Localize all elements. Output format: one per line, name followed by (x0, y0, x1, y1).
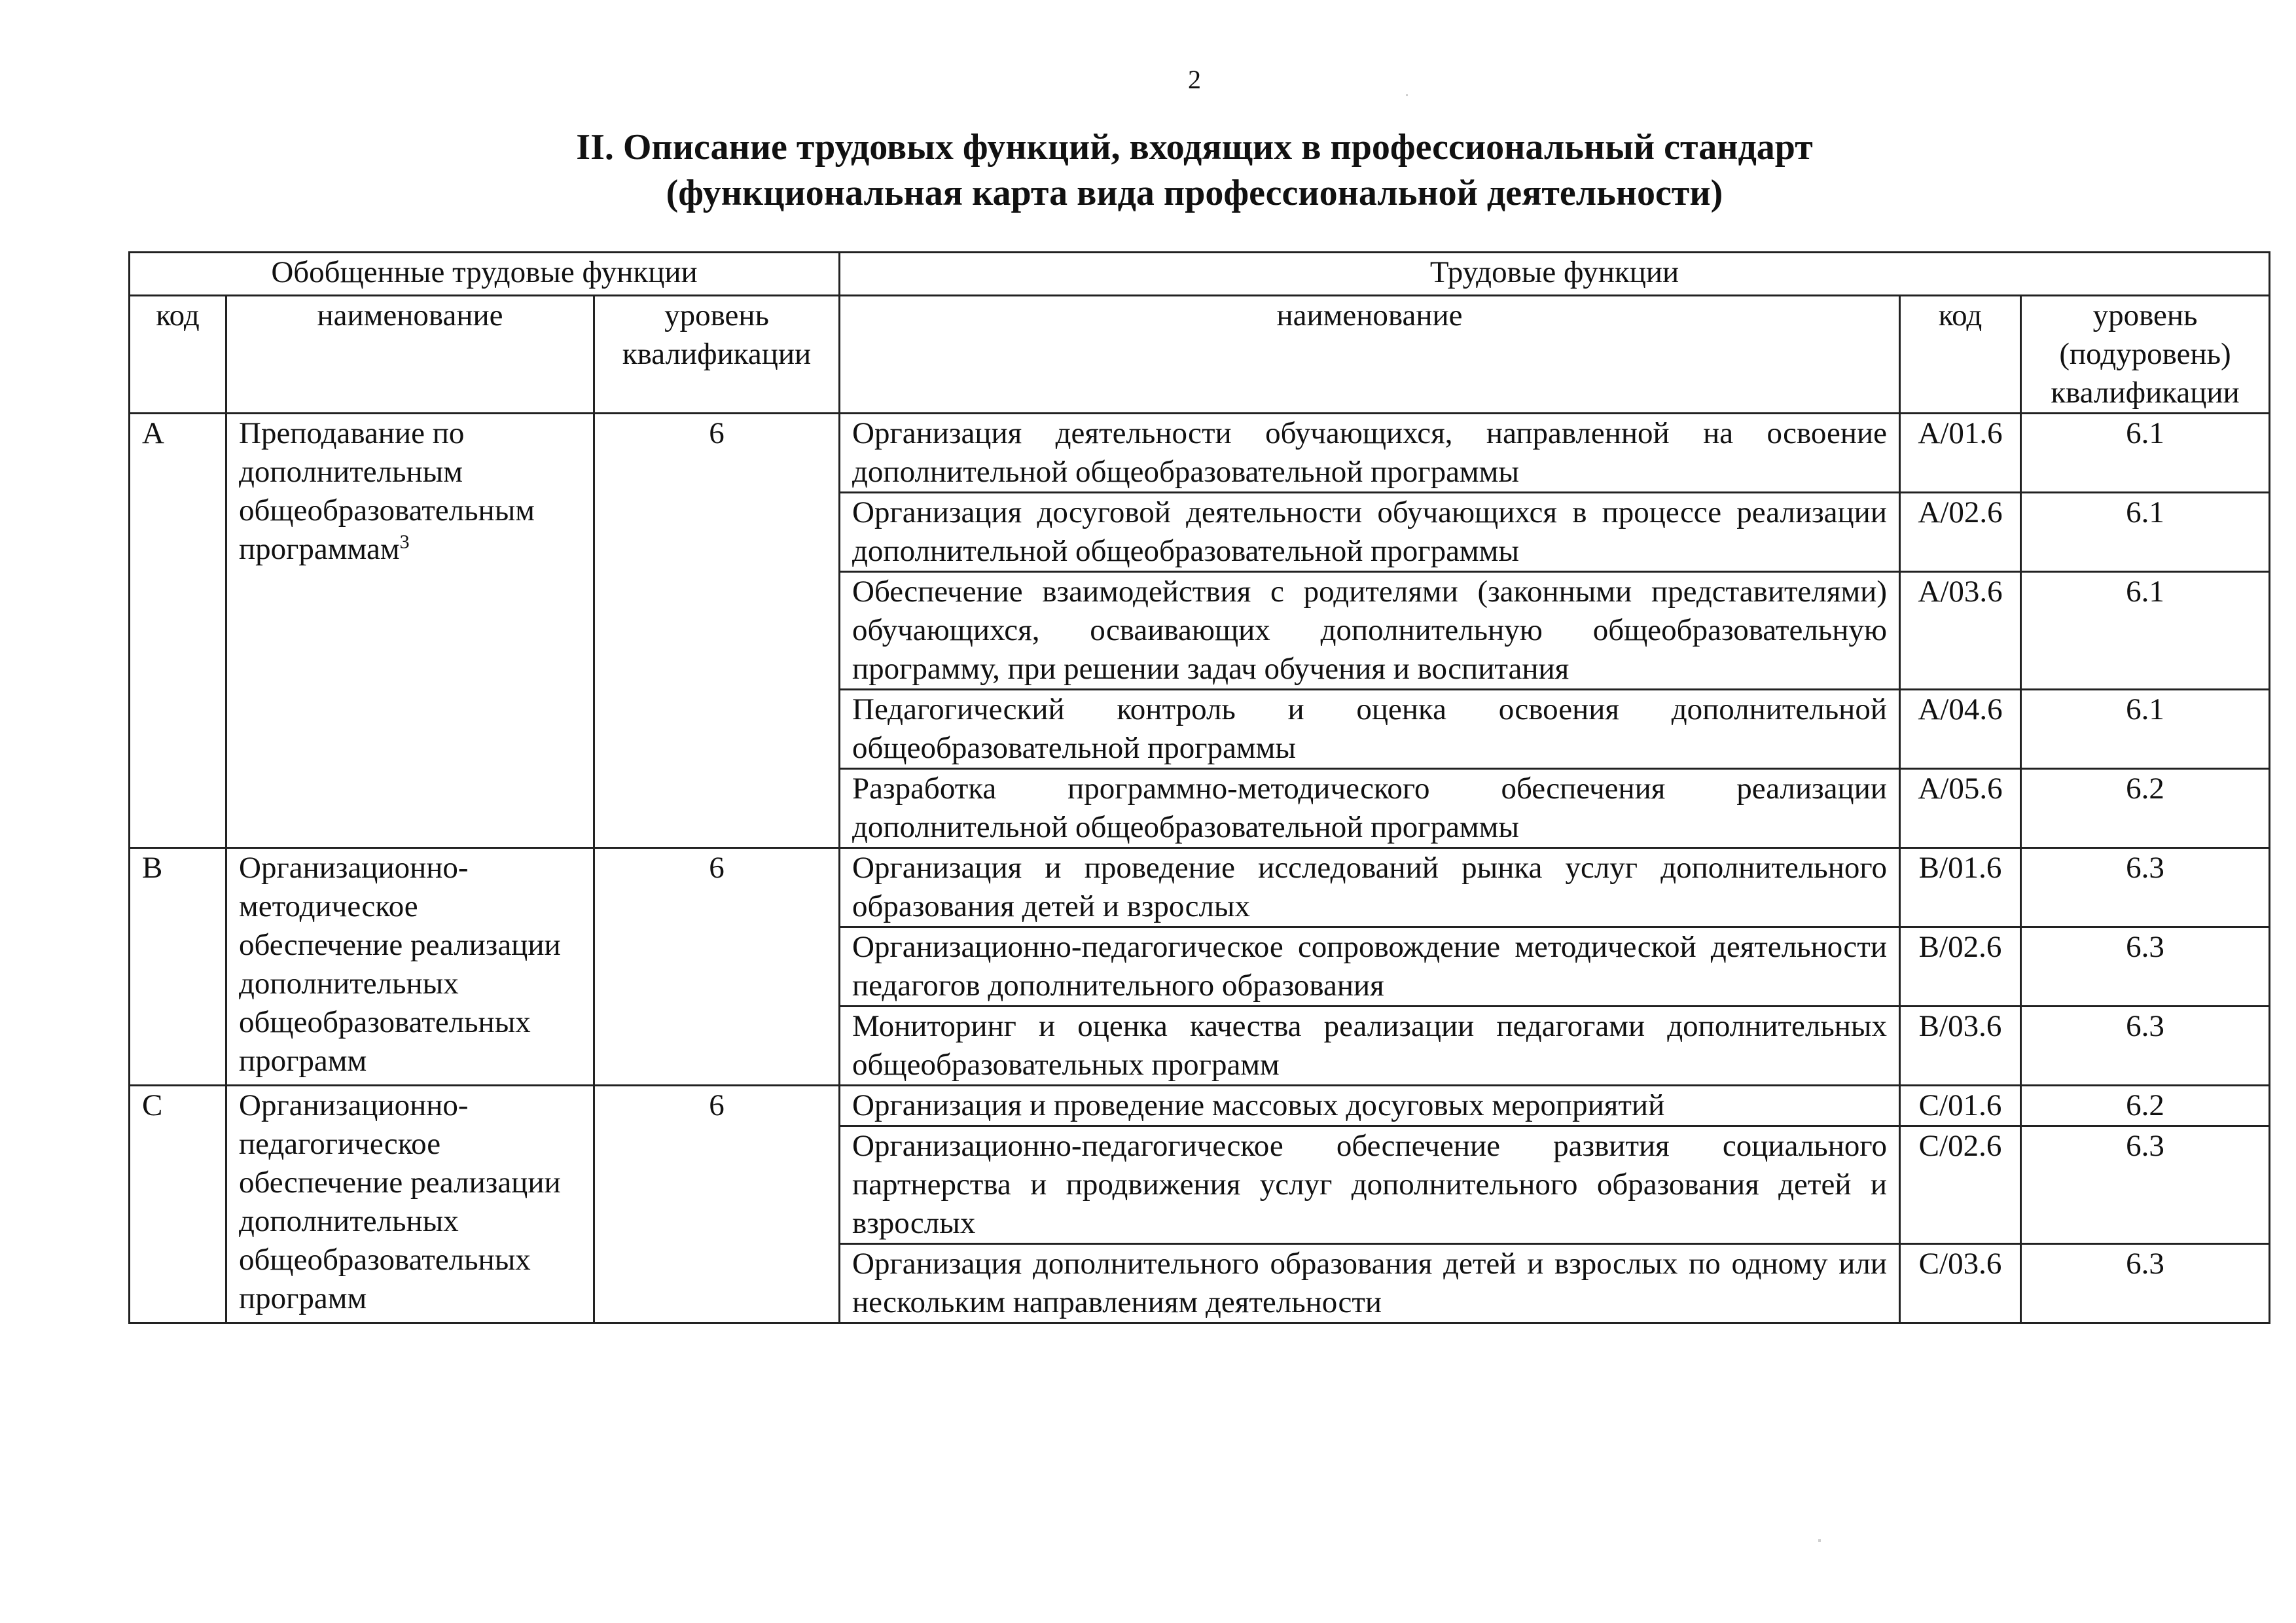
gtf-code: B (130, 848, 226, 1086)
tf-name: Организация досуговой деятельности обучающихся в процессе реализации дополнительной общеобразовательной программы (840, 493, 1900, 572)
section-title-line-1: II. Описание трудовых функций, входящих в профессиональный стандарт (576, 127, 1813, 168)
table-row (130, 1086, 2270, 1126)
tf-name: Организационно-педагогическое сопровождение методической деятельности педагогов дополнительного образования (840, 927, 1900, 1007)
gtf-name-text: Преподавание по дополнительным общеобразовательным программам (239, 416, 535, 566)
scan-mark (1406, 94, 1408, 96)
tf-level: 6.2 (2021, 769, 2270, 848)
tf-code: C/01.6 (1900, 1086, 2021, 1126)
header-level: уровень квалификации (594, 296, 840, 414)
tf-name: Организация и проведение массовых досуговых мероприятий (840, 1086, 1900, 1126)
header-generalized-functions: Обобщенные трудовые функции (130, 253, 840, 296)
gtf-name-text: Организационно-педагогическое обеспечение реализации дополнительных общеобразовательных программ (239, 1088, 561, 1315)
tf-name: Организация деятельности обучающихся, направленной на освоение дополнительной общеобразовательной программы (840, 414, 1900, 493)
header-row-2 (130, 296, 2270, 414)
gtf-level: 6 (594, 414, 840, 848)
tf-level: 6.1 (2021, 690, 2270, 769)
gtf-level: 6 (594, 848, 840, 1086)
gtf-name (226, 848, 594, 1086)
tf-level: 6.3 (2021, 927, 2270, 1007)
section-title-line-2: (функциональная карта вида профессиональной деятельности) (666, 173, 1723, 213)
section-title (0, 124, 2296, 216)
footnote-marker: 3 (399, 531, 410, 553)
tf-name: Педагогический контроль и оценка освоения дополнительной общеобразовательной программы (840, 690, 1900, 769)
tf-code: B/03.6 (1900, 1007, 2021, 1086)
header-labor-functions: Трудовые функции (840, 253, 2270, 296)
tf-code: B/01.6 (1900, 848, 2021, 927)
tf-name: Организация и проведение исследований рынка услуг дополнительного образования детей и взрослых (840, 848, 1900, 927)
tf-code: A/01.6 (1900, 414, 2021, 493)
header-code: код (130, 296, 226, 414)
tf-code: B/02.6 (1900, 927, 2021, 1007)
tf-name: Мониторинг и оценка качества реализации педагогами дополнительных общеобразовательных программ (840, 1007, 1900, 1086)
scan-mark (1818, 1539, 1821, 1542)
tf-code: C/02.6 (1900, 1126, 2021, 1244)
header-function-code: код (1900, 296, 2021, 414)
header-row-1 (130, 253, 2270, 296)
header-function-level: уровень (подуровень) квалификации (2021, 296, 2270, 414)
header-function-name: наименование (840, 296, 1900, 414)
tf-level: 6.3 (2021, 848, 2270, 927)
gtf-name (226, 1086, 594, 1323)
tf-level: 6.3 (2021, 1244, 2270, 1323)
tf-name: Разработка программно-методического обеспечения реализации дополнительной общеобразовательной программы (840, 769, 1900, 848)
tf-level: 6.1 (2021, 493, 2270, 572)
gtf-level: 6 (594, 1086, 840, 1323)
table-row (130, 414, 2270, 493)
tf-code: A/03.6 (1900, 572, 2021, 690)
tf-level: 6.3 (2021, 1007, 2270, 1086)
gtf-code: A (130, 414, 226, 848)
tf-code: A/05.6 (1900, 769, 2021, 848)
tf-level: 6.1 (2021, 572, 2270, 690)
tf-level: 6.3 (2021, 1126, 2270, 1244)
tf-name: Организация дополнительного образования детей и взрослых по одному или нескольким направлениям деятельности (840, 1244, 1900, 1323)
page-number: 2 (1188, 65, 1201, 94)
tf-code: C/03.6 (1900, 1244, 2021, 1323)
header-name: наименование (226, 296, 594, 414)
table-row (130, 848, 2270, 927)
tf-level: 6.1 (2021, 414, 2270, 493)
gtf-code: C (130, 1086, 226, 1323)
tf-level: 6.2 (2021, 1086, 2270, 1126)
gtf-name (226, 414, 594, 848)
tf-name: Организационно-педагогическое обеспечение развития социального партнерства и продвижения услуг дополнительного образования детей и взрослых (840, 1126, 1900, 1244)
functional-map-table (128, 251, 2270, 1324)
tf-name: Обеспечение взаимодействия с родителями (законными представителями) обучающихся, осваивающих дополнительную общеобразовательную программу, при решении задач обучения и воспитания (840, 572, 1900, 690)
tf-code: A/04.6 (1900, 690, 2021, 769)
gtf-name-text: Организационно-методическое обеспечение реализации дополнительных общеобразовательных программ (239, 851, 561, 1078)
tf-code: A/02.6 (1900, 493, 2021, 572)
